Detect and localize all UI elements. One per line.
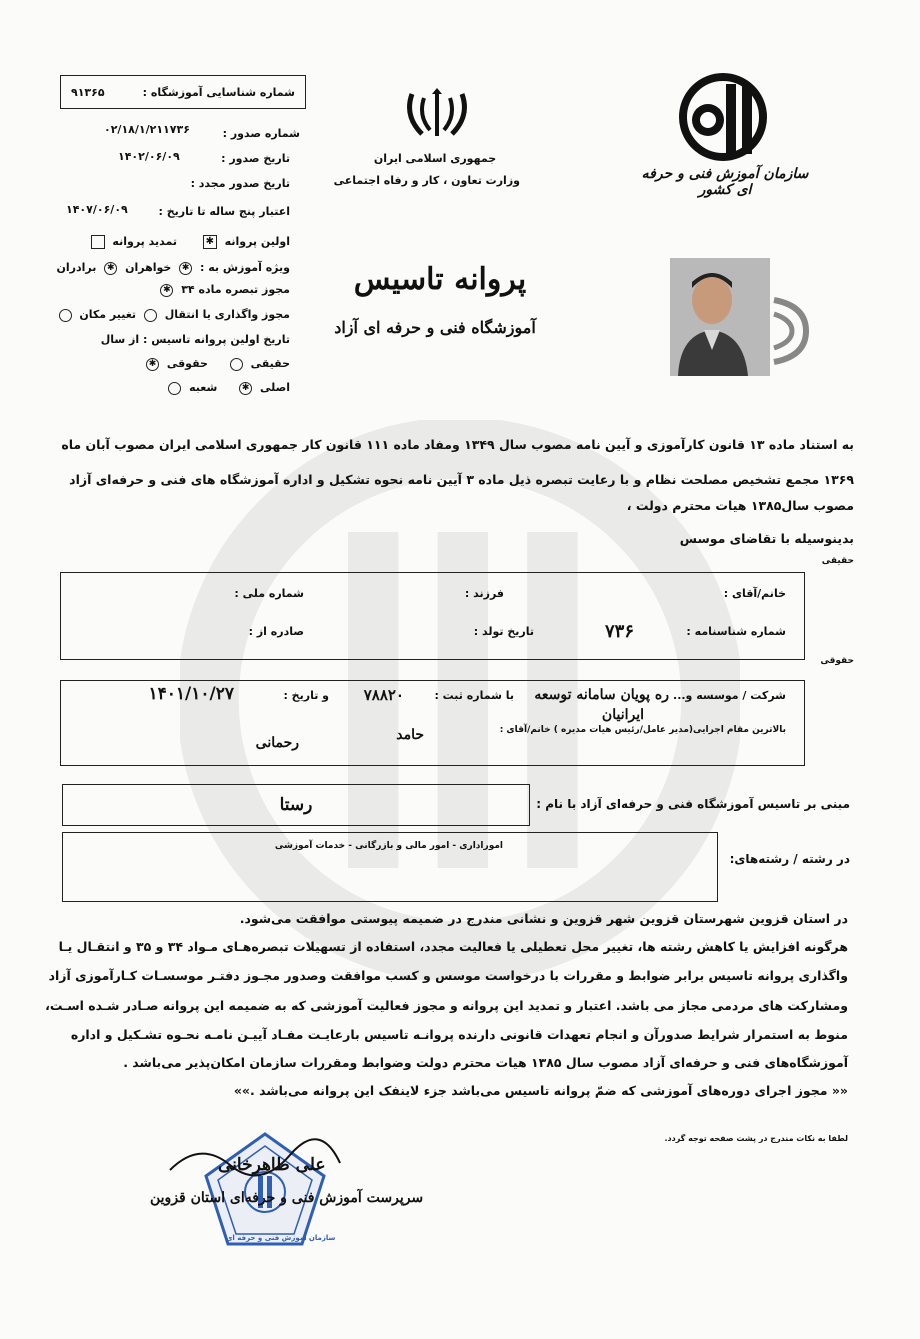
- reg-label: با شماره ثبت :: [434, 689, 514, 702]
- brothers-label: برادران: [56, 261, 97, 274]
- issue-date-value: ۱۴۰۲/۰۶/۰۹: [118, 150, 180, 163]
- photo-seal-icon: [770, 296, 810, 366]
- validity-label: اعتبار پنج ساله تا تاریخ :: [158, 205, 290, 218]
- issued-label: صادره از :: [248, 625, 304, 638]
- first-license-row: [87, 235, 290, 249]
- org-name: سازمان آموزش فنی و حرفه ای کشور: [641, 166, 809, 198]
- back-page-note: لطفا به نکات مندرج در پشت صفحه توجه گردد.: [664, 1134, 848, 1143]
- real-person-box: [60, 572, 805, 660]
- id-no-label: شماره شناسنامه :: [686, 625, 786, 638]
- signer-title: سرپرست آموزش فنی و حرفه‌ای استان قزوین: [150, 1190, 424, 1206]
- stamp-text: سازمان آموزش فنی و حرفه ای: [226, 1234, 336, 1242]
- note34-row: [156, 283, 290, 297]
- main-label: اصلی: [259, 381, 290, 394]
- reissue-label: تاریخ صدور مجدد :: [190, 177, 290, 190]
- sisters-label: خواهران: [125, 261, 172, 274]
- page-title: پروانه تاسیس: [353, 262, 527, 297]
- date-value: ۱۴۰۱/۱۰/۲۷: [148, 684, 234, 704]
- company-value: ره پویان سامانه توسعه: [534, 687, 669, 703]
- birth-label: تاریخ تولد :: [473, 625, 534, 638]
- intro-line4: بدینوسیله با تقاضای موسس: [679, 531, 854, 546]
- intro-line2: ۱۳۶۹ مجمع تشخیص مصلحت نظام و با رعایت تبصره ذیل ماده ۳ آیین نامه نحوه تشکیل و اداره آموزشگاه های فنی و حرفه‌ای آزاد: [69, 472, 854, 487]
- renewal-label: تمدید پروانه: [112, 235, 177, 248]
- paragraph-3: ومشارکت های مردمی مجاز می باشد. اعتبار و تمدید این پروانه و مجوز فعالیت آموزشی که به ضمیمه این پروانه صـادر شـده اسـت،: [45, 998, 848, 1013]
- fields-box: [62, 832, 718, 902]
- branch-row: [164, 381, 290, 395]
- date-label: و تاریخ :: [283, 689, 329, 702]
- name-label: خانم/آقای :: [723, 587, 786, 600]
- company-value-2: ایرانیان: [601, 707, 644, 723]
- special-for-label: ویژه آموزش به :: [200, 261, 290, 274]
- renewal-checkbox[interactable]: [91, 235, 105, 249]
- ceo-first-name: حامد: [396, 727, 424, 743]
- first-license-label: اولین پروانه: [224, 235, 290, 248]
- iran-emblem-icon: [402, 86, 472, 142]
- paragraph-5: آموزشگاه‌های فنی و حرفه‌ای آزاد مصوب سال ۱۳۸۵ هیات محترم دولت وضوابط ومقررات سازمان امکان‌پذیر می‌باشد .: [123, 1055, 848, 1070]
- intro-line3: مصوب سال۱۳۸۵ هیات محترم دولت ،: [626, 498, 854, 513]
- real-radio[interactable]: [230, 358, 243, 371]
- main-radio[interactable]: ✱: [239, 382, 252, 395]
- ceo-label: بالاترین مقام اجرایی(مدیر عامل/رئیس هیات مدیره ) خانم/آقای :: [499, 725, 786, 735]
- school-id-box: [60, 75, 306, 109]
- paragraph-4: منوط به استمرار شرایط صدورآن و انجام تعهدات قانونی دارنده پروانـه تاسیس بارعایـت مفـاد آییـن نامـه نحـوه تشـکیل و اداره: [70, 1027, 848, 1042]
- reg-value: ۷۸۸۲۰: [363, 686, 404, 704]
- transfer-radio[interactable]: [144, 309, 157, 322]
- paragraph-2: واگذاری پروانه تاسیس برابر ضوابط و مقررات با درخواست موسس و کسب موافقت وصدور مجـوز دفتـر موسسـات کـارآموزی آزاد: [48, 968, 848, 983]
- id-no-value: ۷۳۶: [604, 621, 634, 642]
- note34-radio[interactable]: ✱: [160, 284, 173, 297]
- legal-person-box: [60, 680, 805, 766]
- signature-scribble: [160, 1135, 350, 1185]
- real-label: حقیقی: [250, 357, 290, 370]
- gov-line1: جمهوری اسلامی ایران: [373, 152, 497, 165]
- fields-label: در رشته / رشته‌های:: [729, 852, 850, 866]
- issue-date-label: تاریخ صدور :: [221, 152, 290, 165]
- page-subtitle: آموزشگاه فنی و حرفه ای آزاد: [334, 318, 536, 337]
- school-name-value: رستا: [279, 795, 313, 815]
- issue-no-label: شماره صدور :: [222, 127, 300, 140]
- brothers-radio[interactable]: ✱: [104, 262, 117, 275]
- paragraph-6: «« مجوز اجرای دوره‌های آموزشی که ضمّ پروانه تاسیس می‌باشد جزء لاینفک این پروانه می‌باشد .»»: [233, 1083, 848, 1098]
- relocation-label: تغییر مکان: [79, 308, 137, 321]
- school-id-value: ۹۱۳۶۵: [71, 85, 105, 99]
- relocation-radio[interactable]: [59, 309, 72, 322]
- sisters-radio[interactable]: ✱: [179, 262, 192, 275]
- transfer-row: [55, 308, 291, 322]
- signer-name: علی طاهرخانی: [218, 1155, 326, 1175]
- school-name-label: مبنی بر تاسیس آموزشگاه فنی و حرفه‌ای آزاد با نام :: [536, 797, 850, 811]
- legal-label: حقوقی: [166, 357, 208, 370]
- location-line: در استان قزوین شهرستان قزوین شهر قزوین و نشانی مندرج در ضمیمه پیوستی موافقت می‌شود.: [239, 911, 848, 926]
- org-logo-icon: [668, 72, 778, 162]
- branch-radio[interactable]: [168, 382, 181, 395]
- type-row: [142, 357, 290, 371]
- child-label: فرزند :: [464, 587, 504, 600]
- note34-label: مجوز تبصره ماده ۳۴: [181, 283, 290, 296]
- intro-line1: به استناد ماده ۱۳ قانون کارآموزی و آیین نامه مصوب سال ۱۳۴۹ ومفاد ماده ۱۱۱ قانون کار جمهوری اسلامی ایران مصوب آبان ماه: [61, 437, 854, 452]
- fields-value: اموراداری - امور مالی و بازرگانی - خدمات آموزشی: [274, 841, 503, 851]
- founder-photo: [670, 258, 770, 376]
- school-name-box: [62, 784, 530, 826]
- validity-value: ۱۴۰۷/۰۶/۰۹: [66, 203, 128, 216]
- gov-line2: وزارت تعاون ، کار و رفاه اجتماعی: [333, 174, 520, 187]
- paragraph-1: هرگونه افزایش یا کاهش رشته ها، تغییر محل تعطیلی یا فعالیت مجدد، استفاده از تسهیلات تبصره‌هـای مـواد ۳۴ و ۳۵ و انتقـال یـا: [58, 939, 848, 954]
- first-date-label: تاریخ اولین پروانه تاسیس : از سال: [100, 333, 290, 346]
- issue-no-value: ۰۲/۱۸/۱/۲۱۱۷۳۶: [104, 123, 190, 136]
- national-id-label: شماره ملی :: [234, 587, 304, 600]
- company-label: شرکت / موسسه و...: [673, 689, 786, 702]
- transfer-label: مجوز واگذاری یا انتقال: [164, 308, 290, 321]
- real-section-label: حقیقی: [821, 556, 854, 566]
- special-for-row: [57, 261, 290, 275]
- legal-section-label: حقوقی: [820, 656, 854, 666]
- ceo-last-name: رحمانی: [255, 735, 299, 751]
- branch-label: شعبه: [189, 381, 218, 394]
- school-id-label: شماره شناسایی آموزشگاه :: [142, 85, 295, 99]
- legal-radio[interactable]: ✱: [146, 358, 159, 371]
- first-license-checkbox[interactable]: ✱: [203, 235, 217, 249]
